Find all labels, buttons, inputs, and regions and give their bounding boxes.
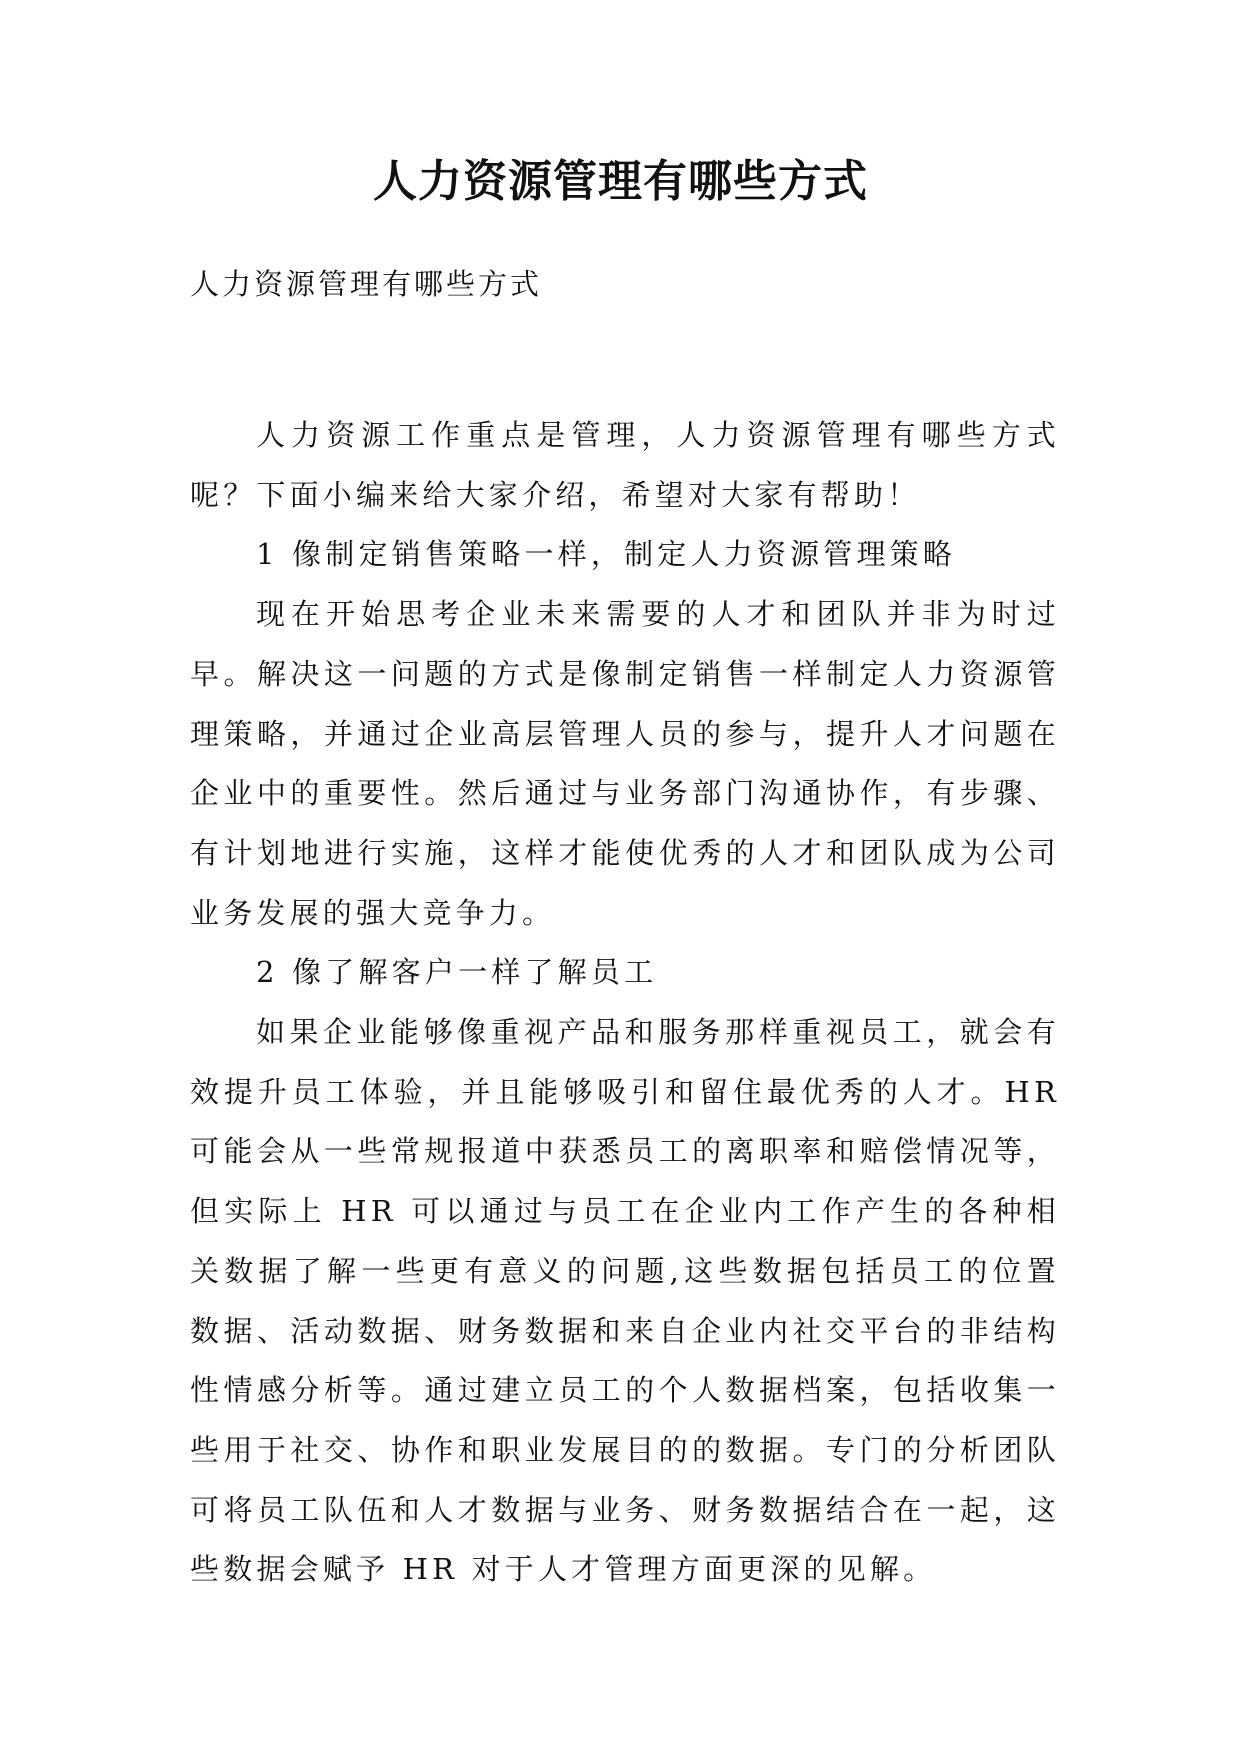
document-title: 人力资源管理有哪些方式 [373, 156, 868, 207]
section-1-heading: 1 像制定销售策略一样，制定人力资源管理策略 [256, 537, 957, 572]
document-subtitle: 人力资源管理有哪些方式 [190, 267, 543, 301]
section-2-paragraph: 如果企业能够像重视产品和服务那样重视员工，就会有效提升员工体验，并且能够吸引和留住最优秀的人才。HR 可能会从一些常规报道中获悉员工的离职率和赔偿情况等，但实际上 HR 可以通过与员工在企业内工作产生的各种相关数据了解一些更有意义的问题,这些数据包括员工的位置数据、活动数据、财务数据和来自企业内社交平台的非结构性情感分析等。通过建立员工的个人数据档案，包括收集一些用于社交、协作和职业发展目的的数据。专门的分析团队可将员工队伍和人才数据与业务、财务数据结合在一起，这些数据会赋予 HR 对于人才管理方面更深的见解。 [190, 1015, 1060, 1587]
document-body [190, 406, 1060, 1600]
section-2-heading: 2 像了解客户一样了解员工 [256, 955, 658, 990]
intro-paragraph: 人力资源工作重点是管理，人力资源管理有哪些方式呢？下面小编来给大家介绍，希望对大家有帮助！ [190, 418, 1060, 512]
section-1-paragraph: 现在开始思考企业未来需要的人才和团队并非为时过早。解决这一问题的方式是像制定销售一样制定人力资源管理策略，并通过企业高层管理人员的参与，提升人才问题在企业中的重要性。然后通过与业务部门沟通协作，有步骤、有计划地进行实施，这样才能使优秀的人才和团队成为公司业务发展的强大竞争力。 [190, 597, 1060, 930]
